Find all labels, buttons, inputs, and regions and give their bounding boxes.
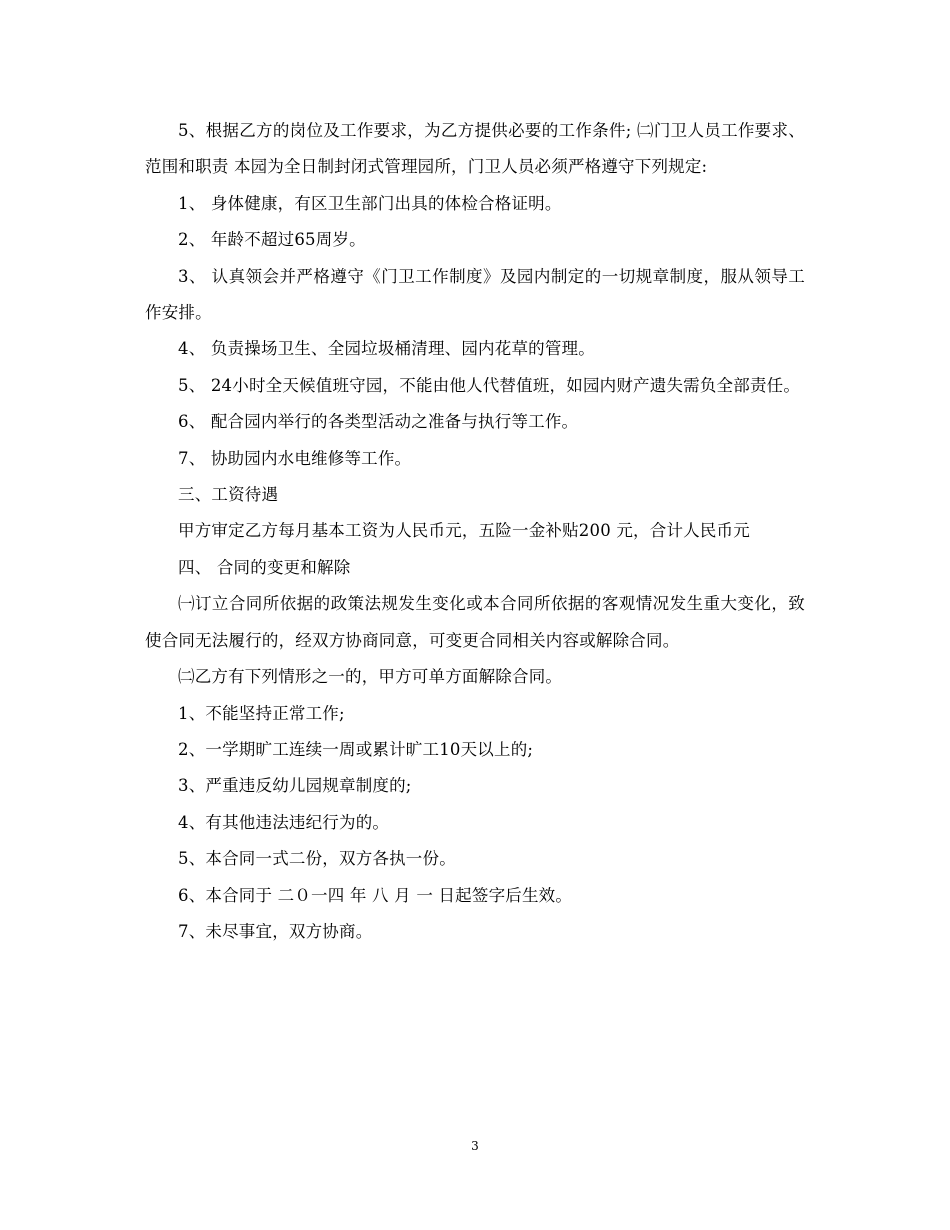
section-heading-salary: 三、工资待遇 <box>178 485 279 505</box>
list-item-termination-2: 2、一学期旷工连续一周或累计旷工10天以上的; <box>178 739 534 759</box>
paragraph-work-conditions: 5、根据乙方的岗位及工作要求，为乙方提供必要的工作条件; ㈡门卫人员工作要求、范围和职责 本园为全日制封闭式管理园所，门卫人员必须严格遵守下列规定: <box>145 121 805 177</box>
list-item-termination-4: 4、有其他违法违纪行为的。 <box>178 812 390 832</box>
paragraph-rule-age: 2、 年龄不超过65周岁。 <box>178 230 366 250</box>
list-item-termination-3: 3、严重违反幼儿园规章制度的; <box>178 776 412 796</box>
list-item-effective-date: 6、本合同于 二０一四 年 八 月 一 日起签字后生效。 <box>178 885 573 905</box>
paragraph-rule-cleaning: 4、 负责操场卫生、全园垃圾桶清理、园内花草的管理。 <box>178 339 595 359</box>
list-item-termination-1: 1、不能坚持正常工作; <box>178 703 345 723</box>
list-item-copies: 5、本合同一式二份，双方各执一份。 <box>178 849 456 869</box>
paragraph-rule-regulations: 3、 认真领会并严格遵守《门卫工作制度》及园内制定的一切规章制度，服从领导工作安排。 <box>145 266 805 323</box>
paragraph-salary: 甲方审定乙方每月基本工资为人民币元，五险一金补贴200 元，合计人民币元 <box>178 521 750 541</box>
section-heading-contract-change: 四、 合同的变更和解除 <box>178 557 351 577</box>
list-item-other-matters: 7、未尽事宜，双方协商。 <box>178 921 373 941</box>
page-number: 3 <box>471 1139 479 1153</box>
document-body <box>145 113 805 950</box>
paragraph-rule-duty: 5、 24小时全天候值班守园，不能由他人代替值班，如园内财产遗失需负全部责任。 <box>178 375 801 395</box>
paragraph-termination-conditions: ㈡乙方有下列情形之一的，甲方可单方面解除合同。 <box>178 667 563 687</box>
paragraph-rule-health: 1、 身体健康，有区卫生部门出具的体检合格证明。 <box>178 193 562 213</box>
paragraph-rule-activities: 6、 配合园内举行的各类型活动之准备与执行等工作。 <box>178 412 579 432</box>
paragraph-contract-change: ㈠订立合同所依据的政策法规发生变化或本合同所依据的客观情况发生重大变化，致使合同无法履行的，经双方协商同意，可变更合同相关内容或解除合同。 <box>145 594 805 650</box>
paragraph-rule-maintenance: 7、 协助园内水电维修等工作。 <box>178 448 412 468</box>
